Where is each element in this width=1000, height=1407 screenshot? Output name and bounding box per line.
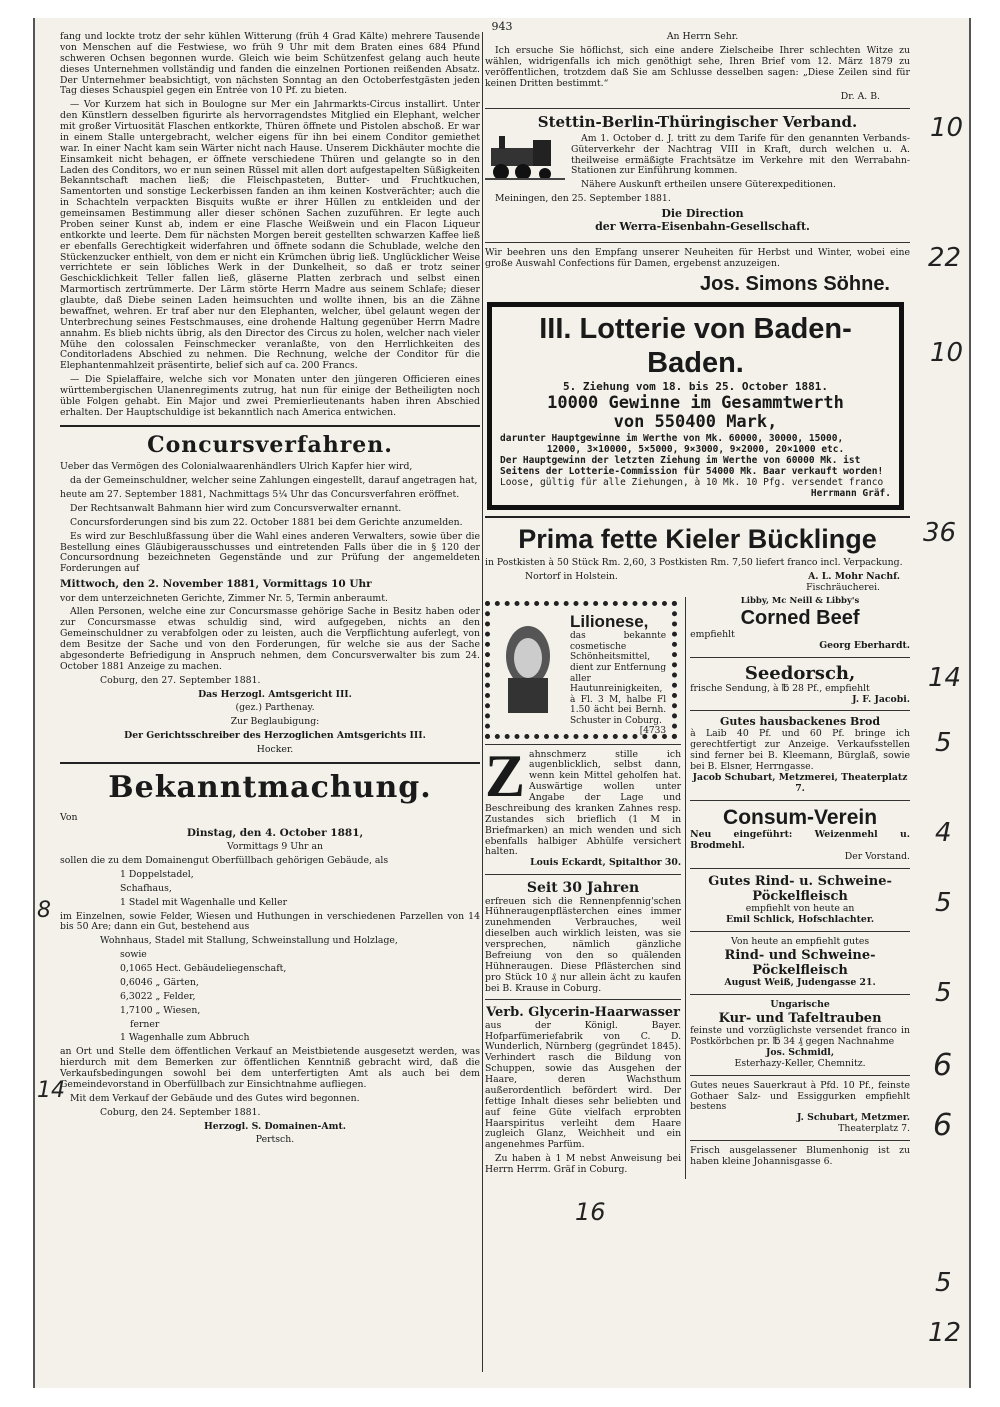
glycerin-text: aus der Königl. Bayer. Hofparfümeriefabrik von C. D. Wunderlich, Nürnberg (gegründet 1845). Verhindert rasch die Bildung von Schuppen, sowie das Ausgehen der Haare, deren Wachsthum außerordentlich befördert wird. Der fettige Inhalt dieses sehr beliebten und auf feine Güte vielfach erprobten Haarspiritus verleiht dem Haare zugleich Glanz, Weichheit und ein angenehmes Parfüm. [485,1019,682,1151]
kiel-firm: A. L. Mohr Nachf. [808,570,900,582]
bek-area: 1,7100 „ Wiesen, [120,1004,201,1016]
divider [485,108,910,109]
brod-text: à Laib 40 Pf. und 60 Pf. bringe ich gerechtfertigt zur Anzeige. Verkaufsstellen sind ferner bei B. Kleemann, Bürglaß, sowie bei B. Elsner, Herrngasse. [690,728,910,772]
concurs-title: Concursverfahren. [147,431,393,458]
divider [485,516,910,518]
sub-columns [485,597,910,1179]
bek-item: 1 Doppelstadel, [120,868,194,880]
handwritten-mark: 10 [930,338,964,368]
lilionese-text: das bekannte cosmetische Schönheitsmittel, dient zur Entfernung aller Hautunreinigkeiten, à Fl. 3 M, halbe Fl 1.50 ächt bei Bernh. Schuster in Coburg. [570,631,667,726]
glycerin-title: Verb. Glycerin-Haarwasser [486,1005,681,1021]
bek-line: Von [60,811,78,823]
sub-column-right [686,597,910,1179]
lottery-seller: Herrmann Gräf. [810,488,891,500]
concurs-line: Allen Personen, welche eine zur Concursmasse gehörige Sache in Besitz haben oder zur Concursmasse etwas schuldig sind, wird aufgegeben, nichts an den Gemeinschuldner zu verabfolgen oder zu leisten, auch die Verpflichtung auferlegt, von dem Besitze der Sache und von den Forderungen, für welche sie aus der Sache abgesonderte Befriedigung in Anspruch nehmen, dem Concursverwalter bis zum 24. October 1881 Anzeige zu machen. [60,606,480,672]
handwritten-mark: 6 [933,1048,953,1083]
divider [690,1140,910,1141]
article-officers: — Die Spielaffaire, welche sich vor Monaten unter den jüngeren Officieren eines württembergischen Ulanenregiments zutrug, hat nun für einige der Betheiligten noch üble Folgen gehabt. Ein Major und zwei Premierlieutenants haben ihren Abschied erhalten. Der Hauptschuldige ist bekanntlich nach America entwichen. [60,374,480,418]
handwritten-mark: 14 [37,1078,65,1103]
handwritten-mark: 5 [935,1268,952,1298]
pockel-title-2: Pöckelfleisch [752,962,848,978]
lottery-total: von 550400 Mark, [613,412,778,433]
kiel-title: Prima fette Kieler Bücklinge [518,524,877,555]
handwritten-mark: 36 [923,518,957,548]
concurs-line: Ueber das Vermögen des Colonialwaarenhändlers Ulrich Kapfer hier wird, [60,461,413,473]
handwritten-mark: 14 [928,663,962,693]
concurs-clerk-name: Hocker. [256,744,294,756]
sub-column-left [485,597,686,1179]
handwritten-mark: 16 [575,1198,606,1226]
bek-line: an Ort und Stelle dem öffentlichen Verkauf an Meistbietende ausgesetzt werden, was hierdurch mit dem Bemerken zur öffentlichen Kenntniß gebracht wird, daß die Verkaufsbedingungen sowohl bei dem unterfertigten Amt als auch bei dem Gemeindevorstand in Oberfüllbach zur Einsichtnahme aufliegen. [60,1046,480,1090]
rail-date: Meiningen, den 25. September 1881. [495,193,671,205]
rail-text: Am 1. October d. J. tritt zu dem Tarife für den genannten Verbands-Güterverkehr der Nachtrag VIII in Kraft, durch welchen u. A. theilweise ermäßigte Frachtsätze im Verkehre mit den Werrabahn-Stationen zur Einführung kommen. [571,133,910,177]
divider [690,931,910,932]
consum-signature: Der Vorstand. [844,850,910,862]
handwritten-mark: 22 [928,243,962,273]
portrait-icon [498,618,558,713]
grapes-name: Jos. Schmidl, [766,1046,835,1058]
lilionese-ad [485,601,677,739]
concurs-court: Das Herzogl. Amtsgericht III. [198,688,352,700]
concurs-line: Der Rechtsanwalt Bahmann hier wird zum Concursverwalter ernannt. [70,502,402,514]
locomotive-icon [485,134,565,182]
lilionese-title: Lilionese, [570,611,649,631]
brod-name: Jacob Schubart, Metzmerei, Theaterplatz 7. [692,771,908,794]
lottery-line: Loose, gültig für alle Ziehungen, à 10 Mk. 10 Pfg. versendet franco [500,477,884,489]
rennen-text: erfreuen sich die Rennenpfennig'schen Hühneraugenpflästerchen eines immer zunehmenden Verbrauches, weil dieselben auch wirklich leisten, was sie versprechen, nämlich gänzliche Befreiung von den so quälenden Hühneraugen. Diese Pflästerchen sind pro Stück 10 ₰ nur allein ächt zu kaufen bei B. Krause in Coburg. [485,895,682,994]
article-festival: fang und lockte trotz der sehr kühlen Witterung (früh 4 Grad Kälte) mehrere Tausende von Menschen auf die Festwiese, wo früh 9 Uhr mit dem Braten eines 684 Pfund schweren Ochsen begonnen wurde. Gleich wie beim Schützenfest gelang auch heute dieses Unternehmen vollständig und fanden die einzelnen Portionen reißenden Absatz. Der Unternehmer beabsichtigt, von nächsten Sonntag an den Octoberfestgästen jeden Tag dieses Schauspiel gegen ein Entrée von 10 Pf. zu bieten. [60,31,480,97]
concurs-line: Concursforderungen sind bis zum 22. October 1881 bei dem Gerichte anzumelden. [70,516,463,528]
divider [690,710,910,711]
bek-signer: Pertsch. [255,1134,295,1146]
pockel-name: August Weiß, Judengasse 21. [724,977,876,989]
pockel-title-1: Rind- und Schweine- [724,947,876,963]
handwritten-mark: 8 [37,898,51,923]
bek-area: 0,6046 „ Gärten, [120,976,199,988]
kiel-firm-2: Fischräucherei. [806,581,880,593]
left-column [60,32,480,1149]
rind-name: Emil Schlick, Hofschlachter. [726,914,875,926]
lottery-ad [487,302,904,510]
lottery-line: Der Hauptgewinn der letzten Ziehung im Werthe von 60000 Mk. ist Seitens der Lotterie-Commission für 54000 Mk. Baar verkauft worden! [500,454,884,478]
divider [485,999,681,1000]
brod-title: Gutes hausbackenes Brod [720,715,881,729]
kiel-text: in Postkisten à 50 Stück Rm. 2,60, 3 Postkisten Rm. 7,50 liefert franco incl. Verpackung. [485,556,903,568]
cornedbeef-title: Corned Beef [740,606,860,629]
bek-date: Dinstag, den 4. October 1881, [186,826,364,839]
column-divider [482,32,483,1372]
rennen-title: Seit 30 Jahren [526,880,640,897]
concurs-line: da der Gemeinschuldner, welcher seine Zahlungen eingestellt, darauf angetragen hat, [70,475,478,487]
right-column [485,32,910,1179]
rail-sig-1: Die Direction [661,207,744,221]
article-elephant: — Vor Kurzem hat sich in Boulogne sur Mer ein Jahrmarkts-Circus installirt. Unter den Künstlern desselben figurirte als hervorragendstes Mitglied ein Elephant, welcher mit großer Virtuosität Flaschen entkorkte, Thüren öffnete und Pistolen abschoß. Er war in einem Stalle untergebracht, welcher eigens für ihn bei einem Conditor gemiethet war. In einer Nacht kam sein Wärter nicht nach Hause. Unserem Dickhäuter mochte die Einsamkeit nicht behagen, er öffnete verschiedene Thüren und gelangte so in den Laden des Conditors, wo er nun seinen Rüssel mit allen dort aufgestapelten Süßigkeiten Bekanntschaft machen ließ; die Fleischpasteten, Butter- und Fruchtkuchen, Samentorten und sonstige Leckerbissen fanden an ihm keinen Kostverächter; auch die in Schachteln verpackten Bisquits wußte er ihrer Hüllen zu entkleiden und der gemeinsamen Bestimmung aller dieser schönen Sachen zuzuführen. Er legte auch Proben seiner Kunst ab, indem er eine Flasche Weißwein und ein Flacon Liqueur entkorkte und leerte. Dem für nächsten Morgen bereit gestellten schwarzen Kaffee ließ er ebenfalls Gerechtigkeit widerfahren und öffnete sodann die Schublade, welche den Stückenzucker enthielt, von dem er nicht ein Krümchen übrig ließ. Unglücklicher Weise verrichtete er sein löbliches Werk in der Dunkelheit, so daß er trotz seiner Geschicklichkeit Teller fallen ließ, gläserne Platten zerbrach und selbst einen Marmortisch zertrümmerte. Der Lärm störte Herrn Madre aus seinem Schlafe; dieser glaubte, daß Diebe seinen Laden heimsuchten und wollte ihnen, bis an die Zähne bewaffnet, wehren. Er traf aber nur den Elephanten, welcher, übel gelaunt wegen der Unterbrechung seines Festschmauses, eine drohende Haltung gegenüber Herrn Madre annahm. Es blieb nichts übrig, als den Director des Circus zu holen, welcher nach vieler Mühe den colossalen Feinschmecker veranlaßte, von den Herrlichkeiten des Conditorladens Abschied zu nehmen. Die Rechnung, welche der Conditor für die Elephantenmahlzeit präsentirte, belief sich auf ca. 200 Francs. [60,99,480,372]
divider [690,994,910,995]
bek-item: Schafhaus, [120,882,172,894]
sauerkraut-text: Gutes neues Sauerkraut à Pfd. 10 Pf., feinste Gothaer Salz- und Essiggurken empfiehlt bestens [690,1079,910,1113]
divider [485,242,910,243]
bek-area: 6,3022 „ Felder, [120,990,196,1002]
bek-place-date: Coburg, den 24. September 1881. [100,1106,261,1118]
divider [485,874,681,875]
bekanntmachung-title: Bekanntmachung. [108,769,432,805]
pockel-text: Von heute an empfiehlt gutes [730,935,870,947]
grapes-text: feinste und vorzüglichste versendet franco in Postkörbchen pr. ℔ 34 ₰ gegen Nachnahme [690,1025,910,1047]
bek-item: 1 Wagenhalle zum Abbruch [120,1032,250,1044]
handwritten-mark: 5 [935,978,952,1008]
lottery-line: 12000, 3×10000, 5×5000, 9×3000, 9×2000, 20×1000 etc. [546,443,845,455]
seedorsch-text: frische Sendung, à ℔ 28 Pf., empfiehlt [690,682,870,694]
bek-line: sollen die zu dem Domainengut Oberfüllbach gehörigen Gebäude, als [60,855,389,867]
bek-line: Vormittags 9 Uhr an [226,841,323,853]
seedorsch-title: Seedorsch, [744,662,856,684]
divider [690,868,910,869]
lilionese-number: [4733 [639,726,667,737]
lottery-title: III. Lotterie von Baden-Baden. [539,312,852,379]
grapes-place: Esterhazy-Keller, Chemnitz. [734,1057,866,1069]
initial-z: Z [485,742,526,809]
kiel-place: Nortorf in Holstein. [525,570,618,582]
handwritten-mark: 6 [933,1108,953,1143]
lottery-line: darunter Hauptgewinne im Werthe von Mk. 60000, 30000, 15000, [500,432,844,444]
zahnschmerz-name: Louis Eckardt, Spitalthor 30. [530,857,682,869]
newspaper-page [33,18,971,1388]
letter-address: An Herrn Sehr. [666,31,739,42]
divider [690,1075,910,1076]
letter-signature: Dr. A. B. [840,91,880,103]
divider [690,800,910,801]
concurs-place-date: Coburg, den 27. September 1881. [100,674,261,686]
rind-title-2: Pöckelfleisch [752,888,848,904]
handwritten-mark: 5 [935,888,952,918]
rind-title-1: Gutes Rind- u. Schweine- [708,873,892,889]
bekanntmachung-notice [60,813,480,1146]
zahnschmerz-text: ahnschmerz stille ich augenblicklich, selbst dann, wenn kein Mittel geholfen hat. Auswärtige wollen unter Angabe der Lage und Beschreibung des kranken Zahnes resp. Zustandes sich brieflich (1 M in Briefmarken) an mich wenden und sich ebenfalls halbiger Abhülfe versichert halten. [485,748,682,858]
concurs-line: Es wird zur Beschlußfassung über die Wahl eines anderen Verwalters, sowie über die Bestellung eines Gläubigerausschusses und eintretenden Falls über die in § 120 der Concursordnung bezeichneten Gegenstände und zur Prüfung der angemeldeten Forderungen auf [60,530,480,575]
divider [60,425,480,427]
lottery-prizes: 10000 Gewinne im Gesammtwerth [547,392,844,413]
concurs-certify: Zur Beglaubigung: [230,716,320,728]
letter-text: Ich ersuche Sie höflichst, sich eine andere Zielscheibe Ihrer schlechten Witze zu wählen, widrigenfalls ich mich genöthigt sehe, Ihren Brief vom 12. März 1879 zu veröffentlichen, trotzdem daß Sie am Schlusse desselben sagen: „Diese Zeilen sind für keinen Dritten bestimmt.“ [485,44,910,89]
concurs-clerk: Der Gerichtsschreiber des Herzoglichen Amtsgerichts III. [124,730,426,742]
consum-text: Neu eingeführt: Weizenmehl u. Brodmehl. [690,829,910,851]
rail-text-2: Nähere Auskunft ertheilen unsere Güterexpeditionen. [581,179,836,191]
lilionese-body [570,612,666,737]
grapes-title-1: Ungarische [770,999,830,1011]
cornedbeef-text: empfiehlt [690,628,735,640]
glycerin-end: Zu haben à 1 M nebst Anweisung bei Herrn Herrm. Gräf in Coburg. [485,1153,682,1176]
concurs-date: Mittwoch, den 2. November 1881, Vormittags 10 Uhr [60,578,372,591]
rind-text: empfiehlt von heute an [745,903,855,915]
concurs-signed: (gez.) Parthenay. [235,702,315,714]
rail-title: Stettin-Berlin-Thüringischer Verband. [537,113,858,132]
bek-line: Mit dem Verkauf der Gebäude und des Gutes wird begonnen. [70,1092,360,1104]
seedorsch-name: J. F. Jacobi. [852,693,910,705]
bek-line: Wohnhaus, Stadel mit Stallung, Schweinstallung und Holzlage, [100,935,398,947]
bek-line: ferner [130,1018,160,1030]
rail-notice [485,134,910,237]
simons-text: Wir beehren uns den Empfang unserer Neuheiten für Herbst und Winter, wobei eine große Auswahl Confections für Damen, ergebenst anzuzeigen. [485,246,910,269]
concurs-notice [60,462,480,756]
simons-name: Jos. Simons Söhne. [699,272,890,295]
handwritten-mark: 10 [930,113,964,143]
divider [690,657,910,658]
honey-text: Frisch ausgelassener Blumenhonig ist zu haben kleine Johannisgasse 6. [690,1145,910,1167]
bek-line: sowie [120,949,147,961]
cornedbeef-brand: Libby, Mc Neill & Libby's [740,595,860,606]
handwritten-mark: 4 [935,818,952,848]
rail-sig-2: der Werra-Eisenbahn-Gesellschaft. [595,219,810,233]
zahnschmerz-ad [485,742,682,870]
sauerkraut-name: J. Schubart, Metzmer. [796,1112,910,1124]
bek-office: Herzogl. S. Domainen-Amt. [204,1120,346,1132]
sauerkraut-place: Theaterplatz 7. [838,1123,910,1135]
bek-item: 1 Stadel mit Wagenhalle und Keller [120,896,288,908]
handwritten-mark: 5 [935,728,952,758]
bek-line: im Einzelnen, sowie Felder, Wiesen und Huthungen in verschiedenen Parzellen von 14 bis 50 Are; dann ein Gut, bestehend aus [60,910,480,933]
consum-title: Consum-Verein [723,805,878,829]
page-number: 943 [491,20,513,33]
handwritten-mark: 12 [928,1318,962,1348]
divider [60,762,480,764]
concurs-line: vor dem unterzeichneten Gerichte, Zimmer Nr. 5, Termin anberaumt. [60,592,388,604]
concurs-line: heute am 27. September 1881, Nachmittags 5¼ Uhr das Concursverfahren eröffnet. [60,489,460,501]
grapes-title-2: Kur- und Tafeltrauben [718,1010,882,1026]
bek-area: 0,1065 Hect. Gebäudeliegenschaft, [120,963,287,975]
lottery-subtitle: 5. Ziehung vom 18. bis 25. October 1881. [563,379,828,393]
cornedbeef-name: Georg Eberhardt. [819,639,910,651]
